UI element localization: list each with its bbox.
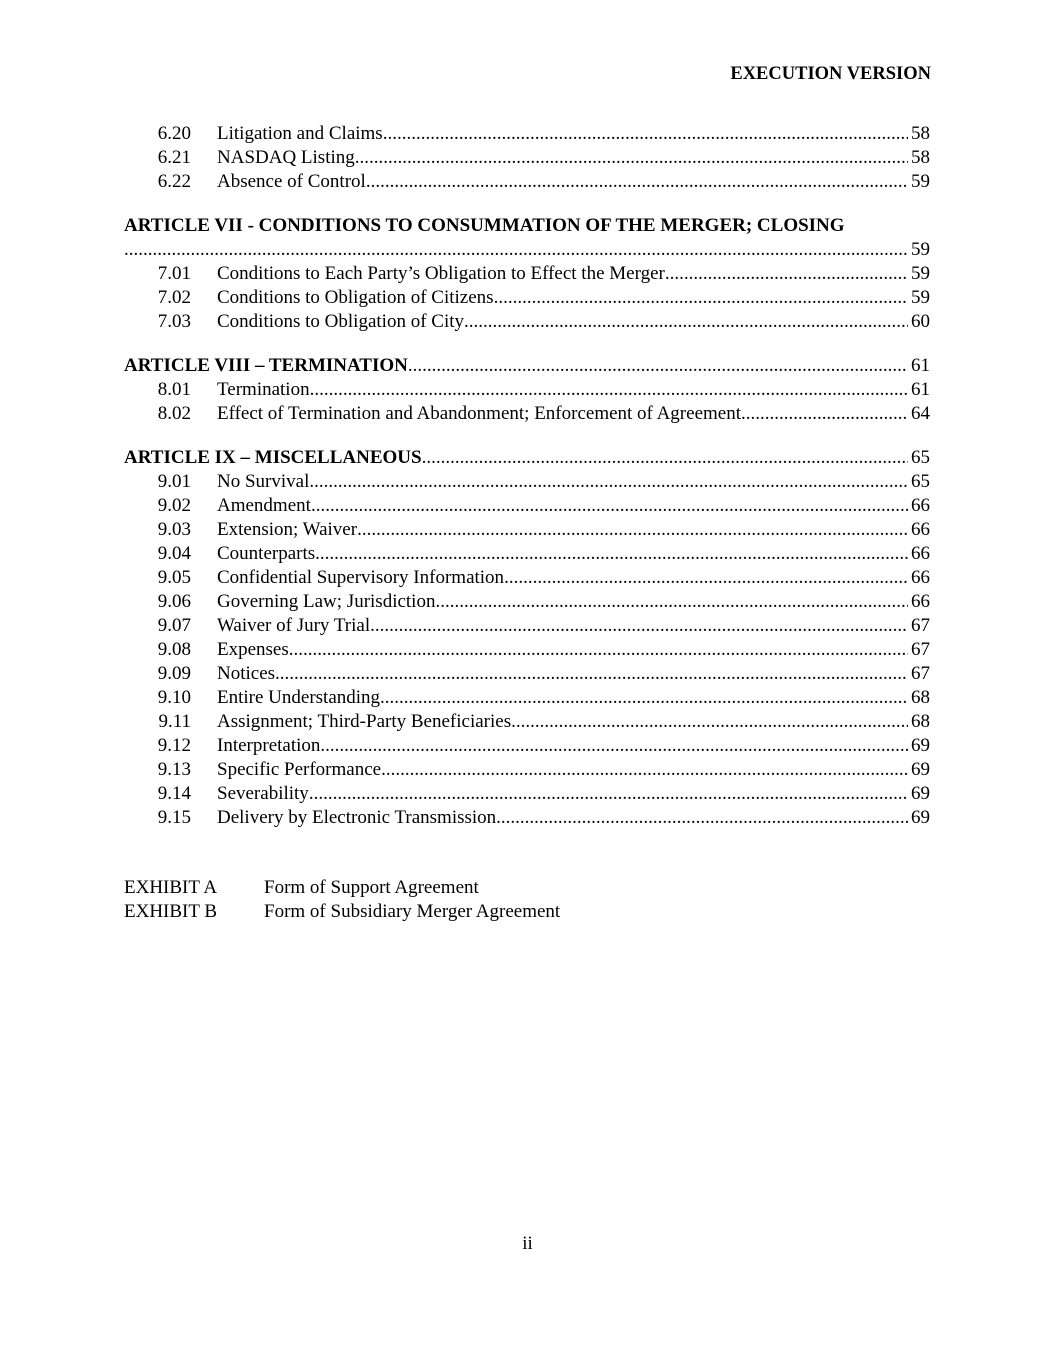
toc-entry-page: 66 [911,543,930,564]
toc-entry-9-12[interactable] [124,734,930,758]
toc-entry-page: 58 [911,147,930,168]
toc-entry-page: 69 [911,735,930,756]
table-of-contents [124,122,930,830]
toc-entry-title: Litigation and Claims [217,123,383,144]
dot-leader [422,446,908,470]
toc-entry-9-01[interactable] [124,470,930,494]
toc-entry-title: Governing Law; Jurisdiction [217,591,436,612]
toc-entry-9-10[interactable] [124,686,930,710]
toc-article-ix[interactable] [124,446,930,470]
toc-entry-9-11[interactable] [124,710,930,734]
toc-entry-page: 68 [911,711,930,732]
dot-leader [435,590,908,614]
toc-entry-number: 9.04 [157,543,191,564]
toc-article-page: 61 [911,355,930,376]
toc-entry-number: 7.02 [157,287,191,308]
toc-article-viii[interactable] [124,354,930,378]
dot-leader [511,710,908,734]
toc-article-page: 59 [911,239,930,260]
toc-entry-number: 9.01 [157,471,191,492]
toc-entry-6-21[interactable] [124,146,930,170]
exhibit-entry-a[interactable] [124,876,560,900]
toc-entry-number: 9.13 [157,759,191,780]
toc-entry-number: 9.14 [157,783,191,804]
toc-entry-page: 69 [911,759,930,780]
dot-leader [381,758,908,782]
toc-entry-page: 67 [911,663,930,684]
toc-entry-number: 9.11 [158,711,191,732]
dot-leader [357,518,908,542]
toc-entry-title: Amendment [217,495,311,516]
toc-article-title: ARTICLE IX – MISCELLANEOUS [124,447,422,468]
dot-leader [310,378,908,402]
toc-entry-page: 61 [911,379,930,400]
toc-entry-title: NASDAQ Listing [217,147,355,168]
toc-entry-title: Notices [217,663,276,684]
toc-entry-9-14[interactable] [124,782,930,806]
toc-article-vii-leader[interactable] [124,238,930,262]
toc-entry-9-03[interactable] [124,518,930,542]
exhibit-title: Form of Subsidiary Merger Agreement [264,901,561,922]
toc-entry-9-04[interactable] [124,542,930,566]
toc-entry-title: Effect of Termination and Abandonment; Enforcement of Agreement [217,403,741,424]
dot-leader [496,806,908,830]
toc-entry-number: 8.02 [157,403,191,424]
toc-entry-9-09[interactable] [124,662,930,686]
toc-entry-number: 9.08 [157,639,191,660]
toc-entry-number: 9.06 [157,591,191,612]
toc-article-title: ARTICLE VIII – TERMINATION [124,355,408,376]
toc-entry-page: 68 [911,687,930,708]
toc-entry-number: 6.22 [157,171,191,192]
toc-entry-page: 69 [911,807,930,828]
toc-entry-6-20[interactable] [124,122,930,146]
toc-article-page: 65 [911,447,930,468]
dot-leader [366,170,908,194]
toc-entry-number: 9.05 [157,567,191,588]
exhibit-title: Form of Support Agreement [264,877,479,898]
dot-leader [741,402,908,426]
dot-leader [124,238,908,262]
toc-entry-page: 66 [911,591,930,612]
dot-leader [355,146,908,170]
toc-entry-9-05[interactable] [124,566,930,590]
toc-entry-page: 66 [911,495,930,516]
dot-leader [275,662,908,686]
toc-entry-number: 7.01 [157,263,191,284]
dot-leader [311,494,908,518]
page-number: ii [522,1233,533,1254]
toc-entry-8-01[interactable] [124,378,930,402]
toc-entry-7-01[interactable] [124,262,930,286]
toc-entry-number: 9.03 [157,519,191,540]
toc-entry-page: 64 [911,403,930,424]
toc-entry-6-22[interactable] [124,170,930,194]
toc-entry-number: 8.01 [157,379,191,400]
dot-leader [309,782,908,806]
toc-entry-title: Conditions to Obligation of Citizens [217,287,494,308]
toc-entry-page: 59 [911,171,930,192]
toc-article-vii-title[interactable]: ARTICLE VII - CONDITIONS TO CONSUMMATION OF THE MERGER; CLOSING [124,215,845,236]
toc-entry-title: Conditions to Obligation of City [217,311,465,332]
toc-entry-title: Severability [217,783,309,804]
toc-entry-number: 9.15 [157,807,191,828]
toc-entry-number: 9.09 [157,663,191,684]
toc-entry-page: 67 [911,639,930,660]
dot-leader [504,566,908,590]
toc-entry-title: Entire Understanding [217,687,381,708]
toc-entry-number: 6.20 [157,123,191,144]
toc-entry-title: Conditions to Each Party’s Obligation to Effect the Merger [217,263,665,284]
toc-entry-number: 6.21 [157,147,191,168]
toc-entry-page: 66 [911,519,930,540]
dot-leader [464,310,908,334]
toc-entry-title: Waiver of Jury Trial [217,615,371,636]
toc-entry-title: Specific Performance [217,759,382,780]
toc-entry-number: 9.10 [157,687,191,708]
toc-entry-page: 60 [911,311,930,332]
dot-leader [665,262,908,286]
toc-entry-page: 67 [911,615,930,636]
toc-entry-number: 9.07 [157,615,191,636]
toc-entry-page: 65 [911,471,930,492]
toc-entry-title: Counterparts [217,543,316,564]
toc-entry-title: Assignment; Third-Party Beneficiaries [217,711,512,732]
toc-entry-title: Extension; Waiver [217,519,358,540]
dot-leader [309,470,908,494]
toc-entry-number: 9.02 [157,495,191,516]
toc-entry-page: 66 [911,567,930,588]
toc-entry-title: No Survival [217,471,310,492]
dot-leader [370,614,908,638]
exhibit-entry-b[interactable] [124,900,560,924]
toc-entry-9-06[interactable] [124,590,930,614]
exhibit-label: EXHIBIT A [124,877,218,898]
toc-entry-9-15[interactable] [124,806,930,830]
toc-entry-title: Absence of Control [217,171,366,192]
dot-leader [320,734,908,758]
exhibit-label: EXHIBIT B [124,901,218,922]
toc-entry-page: 58 [911,123,930,144]
toc-entry-title: Confidential Supervisory Information [217,567,505,588]
toc-entry-page: 59 [911,263,930,284]
toc-entry-7-02[interactable] [124,286,930,310]
toc-entry-9-13[interactable] [124,758,930,782]
exhibit-list [124,876,560,924]
document-version-label: EXECUTION VERSION [730,64,931,84]
dot-leader [383,122,908,146]
toc-entry-title: Interpretation [217,735,321,756]
dot-leader [289,638,908,662]
toc-entry-number: 9.12 [157,735,191,756]
dot-leader [315,542,908,566]
toc-entry-title: Delivery by Electronic Transmission [217,807,497,828]
toc-entry-8-02[interactable] [124,402,930,426]
toc-entry-title: Expenses [217,639,289,660]
dot-leader [494,286,908,310]
toc-entry-9-07[interactable] [124,614,930,638]
dot-leader [380,686,908,710]
dot-leader [408,354,908,378]
toc-entry-page: 59 [911,287,930,308]
toc-entry-page: 69 [911,783,930,804]
toc-entry-9-08[interactable] [124,638,930,662]
toc-entry-number: 7.03 [157,311,191,332]
toc-entry-title: Termination [217,379,310,400]
toc-entry-7-03[interactable] [124,310,930,334]
toc-entry-9-02[interactable] [124,494,930,518]
